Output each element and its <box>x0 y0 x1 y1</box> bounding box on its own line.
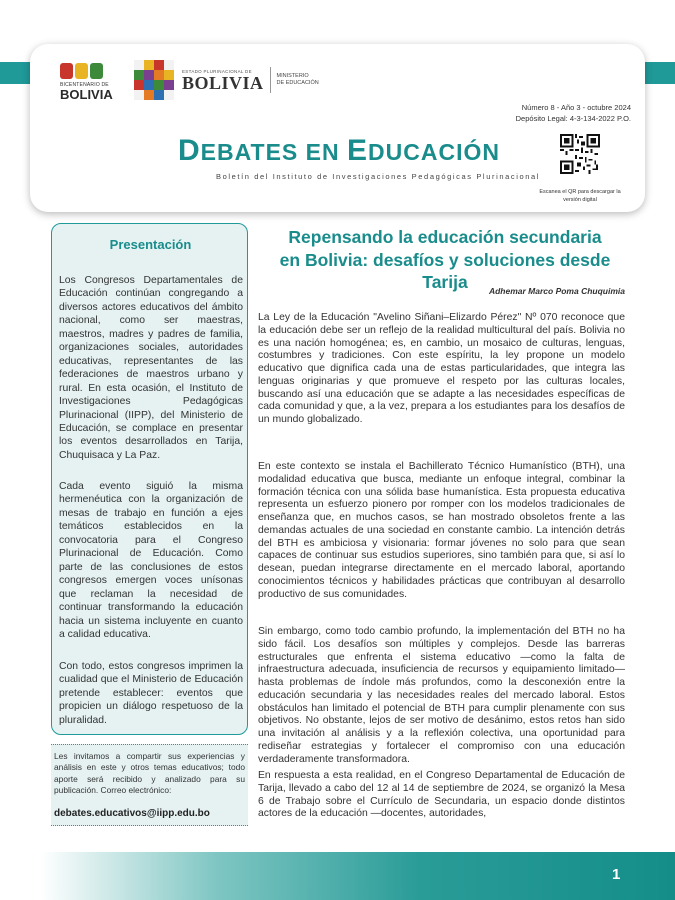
article-title-line-2: en Bolivia: desafíos y soluciones desde Tarija <box>279 249 611 292</box>
article-paragraph-2: En este contexto se instala el Bachillerato Técnico Humanístico (BTH), una modalidad educativa que busca, mediante un enfoque integral, combinar la formación técnica con una sólida base humanística. Esta propuesta educativa representa un esfuerzo pionero por romper con los modelos tradicionales de enseñanza que, en muchos casos, se han mostrado obsoletos frente a las demandas actuales de una sociedad en constante cambio. La intención detrás del BTH es ambiciosa y visionaria: formar jóvenes no solo para que sean capaces de continuar sus estudios superiores, sino también para que, si así lo desean, puedan integrarse directamente en el mercado laboral, aportando conocimientos técnicos y habilidades prácticas que contribuyan al desarrollo productivo de sus comunidades. <box>258 461 625 600</box>
qr-caption: Escanea el QR para descargar la versión digital <box>539 189 621 203</box>
ministerio-line-1: MINISTERIO <box>276 73 309 79</box>
bicentenario-small-text: BICENTENARIO DE <box>60 82 109 88</box>
article-title <box>258 226 632 294</box>
estado-small-text: ESTADO PLURINACIONAL DE <box>182 68 252 74</box>
sidebar-paragraph-3: Con todo, estos congresos imprimen la cualidad que el Ministerio de Educación pretende establecer: eventos que propicien un diálogo respetuoso de la pluralidad. <box>59 661 243 726</box>
sidebar-title: Presentación <box>109 237 192 252</box>
page-number: 1 <box>612 866 621 883</box>
bicentenario-emblem-icon <box>60 63 120 79</box>
title-part-ebates: EBATES EN <box>200 139 347 165</box>
estado-big-text: BOLIVIA <box>182 72 264 93</box>
title-initial-d: D <box>178 134 201 167</box>
article-author: Adhemar Marco Poma Chuquimia <box>488 286 625 296</box>
contribution-note <box>51 744 248 826</box>
title-initial-e: E <box>347 134 369 167</box>
logo-divider <box>270 67 271 93</box>
presentation-sidebar <box>51 223 248 735</box>
article-paragraph-3: Sin embargo, como todo cambio profundo, la implementación del BTH no ha sido fácil. Los desafíos son múltiples y complejos. Desde las barreras estructurales que enfrenta el sistema educativo —como la falta de infraestructura adecuada, insuficiencia de recursos y equipamiento limitado— hasta problemas de índole más profundos, como la desconexión entre la educación secundaria y las necesidades reales del mercado laboral. Estos obstáculos han limitado el potencial de BTH para cumplir plenamente con sus objetivos. No obstante, lejos de ser motivo de desánimo, estos retos han sido una invitación al análisis y a la reflexión colectiva, una oportunidad para rediseñar estrategias y fortalecer el compromiso con una educación verdaderamente transformadora. <box>258 626 625 765</box>
title-part-ducacion: DUCACIÓN <box>368 139 500 165</box>
footer-band <box>0 852 675 900</box>
ministerio-line-2: DE EDUCACIÓN <box>276 80 319 86</box>
bicentenario-logo <box>60 63 120 101</box>
article-paragraph-4: En respuesta a esta realidad, en el Congreso Departamental de Educación de Tarija, llevado a cabo del 12 al 14 de septiembre de 2024, se organizó la Mesa 6 de Trabajo sobre el Currículo de Secundaria, un espacio donde distintos actores de la educación —docentes, autoridades, <box>258 770 625 820</box>
sidebar-paragraph-1: Los Congresos Departamentales de Educación continúan congregando a diversos actores educativos del ámbito nacional, como ser maestras, maestros, madres y padres de familia, organizaciones sociales, autoridades educativas, representantes de las federaciones de maestros urbano y rural. En esta ocasión, el Instituto de Investigaciones Pedagógicas Plurinacional (IIPP), del Ministerio de Educación, se complace en presentar los eventos desarrollados en Tarija, Chuquisaca y La Paz. <box>59 275 243 461</box>
ministry-logo <box>134 58 319 102</box>
masthead-subtitle: Boletín del Instituto de Investigaciones Pedagógicas Plurinacional <box>216 172 541 181</box>
qr-code-icon[interactable] <box>560 134 600 174</box>
contact-email-link[interactable]: debates.educativos@iipp.edu.bo <box>54 808 210 819</box>
issue-info <box>516 102 631 124</box>
note-text: Les invitamos a compartir sus experiencias y análisis en este y otros temas educativos; todo aporte será recibido y analizado para su publicación. Correo electrónico: <box>54 751 245 795</box>
article-paragraph-1: La Ley de la Educación "Avelino Siñani–Elizardo Pérez" Nº 070 reconoce que la educación debe ser un reflejo de la realidad multicultural del país. Bolivia no es una nación homogénea; es, en cambio, un mosaico de culturas, lenguas, costumbres y tradiciones. Con este espíritu, la ley propone un modelo educativo que dignifica cada una de estas particularidades, que integra las lenguas originarias y que promueve el respeto por las culturas locales, buscando así una educación que se adapte a las necesidades específicas de cada comunidad y que, a la vez, prepara a los estudiantes para los desafíos de un mundo globalizado. <box>258 312 625 425</box>
wiphala-emblem-icon <box>134 60 174 100</box>
deposit-line: Depósito Legal: 4-3-134-2022 P.O. <box>515 114 631 123</box>
estado-plurinacional-text <box>182 69 264 92</box>
issue-line: Número 8 - Año 3 - octubre 2024 <box>521 103 631 112</box>
ministerio-text <box>277 73 319 87</box>
sidebar-paragraph-2: Cada evento siguió la misma hermenéutica con la organización de mesas de trabajo en función a ejes temáticos establecidos en la convocatoria para el Congreso Plurinacional de Educación. Como parte de las conclusiones de estos congresos emergen voces unísonas que reclaman la necesidad de continuar transformando la educación hacia un sistema incluyente en cuanto a calidad educativa. <box>59 481 243 640</box>
article-title-line-1: Repensando la educación secundaria <box>288 227 602 247</box>
bicentenario-big-text: BOLIVIA <box>60 87 113 102</box>
masthead-card <box>30 44 645 212</box>
masthead-title <box>178 134 500 168</box>
